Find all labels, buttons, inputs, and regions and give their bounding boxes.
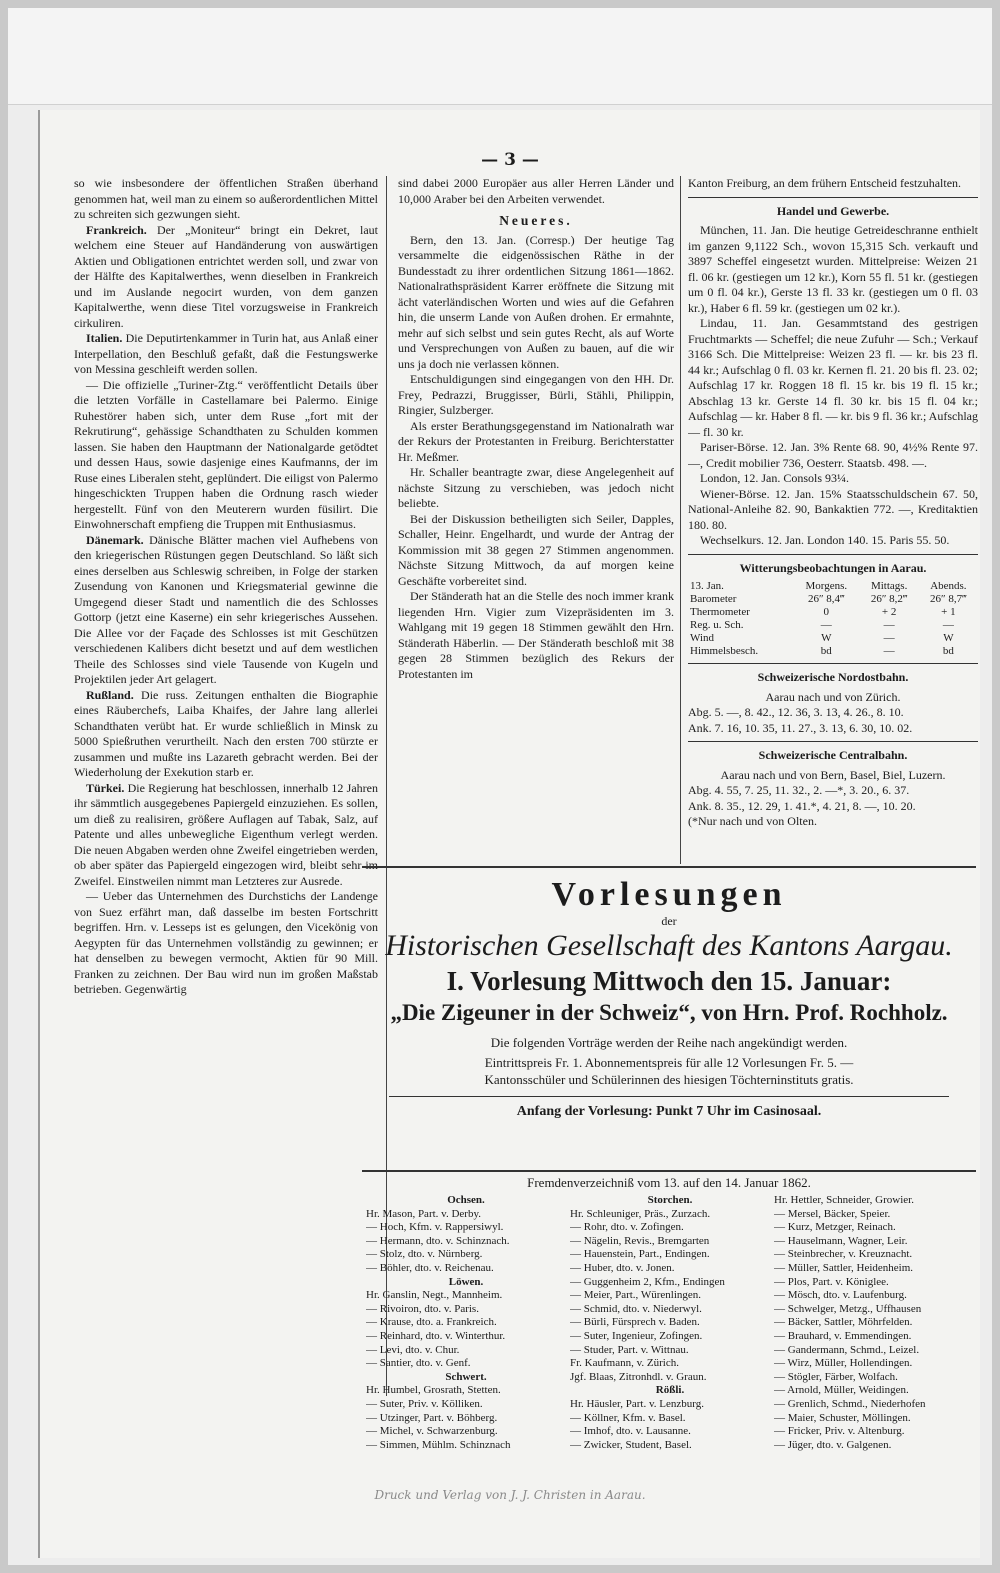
weather-header-cell: Abends. [930, 580, 967, 592]
article-paragraph: Bern, den 13. Jan. (Corresp.) Der heutige Tag versammelte die eidgenössischen Räthe in der Bundesstadt zu ihrer ordentlichen Sitzung 1861—1862. Nationalrathspräsident Karrer eröffnete die Sitzung mit ächt vaterländischen Worten und wies auf die Gefahren hin, die unserm Lande von Außen drohen. Er ermahnte, mehr auf sich selbst und sein gutes Recht, als auf Worte und Versprechungen von Außen zu bauen, auf die wir uns ja doch nie verlassen können. [398, 232, 674, 371]
section-heading-handel: Handel und Gewerbe. [776, 203, 890, 218]
guest-entry: Fr. Kaufmann, v. Zürich. [570, 1357, 679, 1370]
rail-times: (*Nur nach und von Olten. [688, 814, 817, 828]
weather-cell: — [883, 645, 895, 657]
weather-cell: + 1 [941, 606, 956, 618]
news-column-2 [398, 176, 674, 864]
weather-heading: Witterungsbeobachtungen in Aarau. [739, 560, 927, 575]
guest-entry: Hr. Häusler, Part. v. Lenzburg. [570, 1397, 704, 1410]
column-rule [680, 176, 681, 864]
rail-heading-nordostbahn: Schweizerische Nordostbahn. [757, 670, 909, 684]
weather-row [688, 632, 978, 645]
weather-cell: — [883, 619, 895, 631]
guest-entry: — Hoch, Kfm. v. Rappersiwyl. [366, 1221, 504, 1234]
rail-times: Ank. 8. 35., 12. 29, 1. 41.*, 4. 21, 8. —, 10. 20. [688, 798, 916, 813]
guest-column-3 [774, 1194, 974, 1452]
guest-entry: — Steinbrecher, v. Kreuznacht. [774, 1248, 913, 1261]
guest-entry: Hr. Mason, Part. v. Derby. [366, 1207, 481, 1220]
lecture-advertisement [362, 866, 976, 1168]
guest-entry: — Wirz, Müller, Hollendingen. [774, 1357, 913, 1370]
guest-entry: — Imhof, dto. v. Lausanne. [570, 1425, 691, 1438]
imprint: Druck und Verlag von J. J. Christen in Aarau. [374, 1488, 646, 1502]
guest-entry: — Hauselmann, Wagner, Leir. [774, 1234, 908, 1247]
article-text: — Die offizielle „Turiner-Ztg.“ veröffentlicht Details über die letzten Vorfälle in Castellamare bei Palermo. Einige Ruhestörer haben sich, unter dem Ruse „fort mit der Rekrutirung“, gehässige Schandthaten zu Schulden kommen lassen. Sie haben den Hauptmann der Nationalgarde getödtet und dessen Haus, sowie dasjenige eines Kaufmanns, der im Ruse eines Liberalen steht, geplündert. Die eiligst von Palermo hingeschickten Truppen haben die Ordnung rasch wieder hergestellt. Fünf von den Meuterern wurden füsilirt. Die Einwohnerschaft empfieng die Truppen mit Enthusiasmus. [74, 377, 378, 531]
guest-entry: — Jüger, dto. v. Galgenen. [774, 1438, 892, 1451]
market-report: Wechselkurs. 12. Jan. London 140. 15. Paris 55. 50. [700, 533, 950, 547]
article-paragraph: Bei der Diskussion betheiligten sich Seiler, Dapples, Schaller, Heinr. Engelhardt, und wurde der Antrag der Kommission mit 38 gegen 27 Stimmen angenommen. Nächste Sitzung Mittwoch, da auf morgen keine Geschäfte vorbereitet sind. [398, 511, 674, 588]
guest-entry: — Kurz, Metzger, Reinach. [774, 1221, 896, 1234]
weather-cell: bd [942, 645, 954, 657]
rail-times: Ank. 7. 16, 10. 35, 11. 27., 3. 13, 6. 30, 10. 02. [688, 720, 913, 735]
guest-entry: — Arnold, Müller, Weidingen. [774, 1384, 909, 1397]
divider [389, 1096, 949, 1097]
weather-cell: + 2 [881, 606, 897, 618]
guest-entry: — Stögler, Färber, Wolfach. [774, 1370, 898, 1383]
article-text: Dänische Blätter machen viel Aufhebens von den kriegerischen Rüstungen gegen Deutschland. So läßt sich eines derselben aus Schleswig schreiben, in Folge der starken Zusendung von Kanonen und Kriegsmaterial gewinne die Umgegend dieser Stadt und namentlich die des Schlosses Gottorp (jetzt eine Kaserne) ein sehr kriegerisches Aussehen. Die Allee vor der Façade des Schlosses ist mit Geschützen verschiedenen Kalibers dicht besetzt und auf dem westlichen Theile des Schlosses sind viele Tausende von Kugeln und Projektilen jeder Art gelagert. [74, 532, 378, 686]
weather-cell: — [883, 632, 895, 644]
column-intro: sind dabei 2000 Europäer aus aller Herren Länder und 10,000 Araber bei den Arbeiten verwendet. [398, 176, 674, 206]
guest-register-heading: Fremdenverzeichniß vom 13. auf den 14. Januar 1862. [362, 1170, 976, 1190]
weather-cell: bd [820, 645, 832, 657]
guest-entry: — Santier, dto. v. Genf. [366, 1357, 471, 1370]
page-sheet [38, 110, 980, 1558]
article-paragraph: Entschuldigungen sind eingegangen von den HH. Dr. Frey, Pedrazzi, Bruggisser, Bürli, Stähli, Philippin, Ringier, Sulzberger. [398, 372, 674, 417]
article-country: Frankreich. [86, 222, 147, 237]
guest-entry: — Nägelin, Revis., Bremgarten [570, 1234, 710, 1247]
guest-entry: Hr. Hettler, Schneider, Growier. [774, 1194, 914, 1206]
weather-cell: 0 [823, 606, 830, 618]
article-paragraph: Der Ständerath hat an die Stelle des noch immer krank liegenden Hrn. Vigier zum Vizepräsidenten im 3. Wahlgang mit 19 gegen 18 Stimmen gewählt den Hrn. Ständerath Häberlin. — Der Ständerath beschloß mit 38 gegen 28 Stimmen bezüglich des Rekurs der Protestanten im [398, 589, 674, 681]
guest-entry: Hr. Ganslin, Negt., Mannheim. [366, 1289, 503, 1302]
ad-lecture-date: I. Vorlesung Mittwoch den 15. Januar: [446, 966, 892, 996]
article-paragraph [74, 688, 378, 781]
article-paragraph [74, 331, 378, 378]
guest-entry: — Bürli, Fürsprech v. Baden. [570, 1316, 700, 1329]
guest-entry: — Köllner, Kfm. v. Basel. [570, 1411, 686, 1424]
article-paragraph: Als erster Berathungsgegenstand im Nationalrath war der Rekurs der Protestanten in Freiburg. Berichterstatter Hr. Meßmer. [398, 418, 674, 464]
article-text: so wie insbesondere der öffentlichen Straßen überhand genommen hat, weil man zu einem so außerordentlichen Mittel zu schreiten sich gezwungen sieht. [74, 176, 378, 221]
article-text: Die Deputirtenkammer in Turin hat, aus Anlaß einer Interpellation, den Beschluß gefaßt, daß die Festungswerke von Messina geschleift werden sollen. [74, 331, 378, 376]
guest-entry: — Fricker, Priv. v. Altenburg. [774, 1425, 905, 1438]
market-report: Lindau, 11. Jan. Gesammtstand des gestrigen Fruchtmarkts — Scheffel; die neue Zufuhr — Sch.; Verkauf 3166 Sch. Die Mittelpreise: Weizen 23 fl. — kr. bis 23 fl. 44 kr.; Aufschlag 0 fl. 03 kr. Kernen fl. 21. 20 bis fl. 23. 02; Aufschlag 17 kr. Roggen 18 fl. 15 kr. bis 19 fl. 15 kr.; Abschlag 13 kr. Gerste 14 fl. 30 kr. bis 15 fl. 04 kr.; Aufschlag — kr. Haber 8 fl. — kr. bis 9 fl. 36 kr.; Aufschlag — fl. 30 kr. [688, 316, 978, 439]
top-margin [8, 8, 992, 105]
rail-route: Aarau nach und von Bern, Basel, Biel, Luzern. [720, 767, 946, 782]
guest-entry: Hr. Humbel, Grosrath, Stetten. [366, 1384, 501, 1397]
guest-entry: — Hermann, dto. v. Schinznach. [366, 1234, 510, 1247]
guest-entry: — Suter, Ingenieur, Zofingen. [570, 1329, 703, 1342]
guest-entry: — Reinhard, dto. v. Winterthur. [366, 1329, 506, 1342]
weather-row [688, 645, 978, 658]
market-report: München, 11. Jan. Die heutige Getreideschranne enthielt im ganzen 9,1122 Sch., wovon 15,315 Sch. verkauft und 3897 Scheffel eingesetzt wurden. Mittelpreise: Weizen 21 fl. 06 kr. (gestiegen um 12 kr.), Korn 55 fl. 51 kr. (gestiegen um 0 fl. 04 kr.), Gerste 13 fl. 33 kr. (gestiegen um 0 fl. 03 kr.), Haber 6 fl. 59 kr. (gestiegen um 02 kr.). [688, 223, 978, 315]
ad-price: Eintrittspreis Fr. 1. Abonnementspreis für alle 12 Vorlesungen Fr. 5. — [484, 1055, 854, 1070]
article-body [398, 233, 674, 683]
article-country: Dänemark. [86, 532, 144, 547]
article-country: Türkei. [86, 780, 125, 795]
weather-header-cell: Morgens. [805, 580, 848, 592]
weather-cell: Wind [690, 632, 714, 644]
hotel-name: Schwert. [445, 1370, 487, 1383]
hotel-name: Ochsen. [447, 1194, 485, 1206]
market-reports [688, 223, 978, 549]
ad-der: der [661, 914, 677, 928]
guest-entry: — Böhler, dto. v. Reichenau. [366, 1261, 494, 1274]
article-paragraph [74, 781, 378, 890]
guest-entry: — Guggenheim 2, Kfm., Endingen [570, 1275, 725, 1288]
article-paragraph [74, 378, 378, 533]
page-number: — 3 — [481, 150, 539, 170]
article-text: — Ueber das Unternehmen des Durchstichs der Landenge von Suez erfährt man, daß dasselbe im besten Fortschritt begriffen. Hrn. v. Lesseps ist es gelungen, den Vicekönig von Aegypten für das Unternehmen vollständig zu gewinnen; er hat denselben zu bewegen vermocht, Aktien für 90 Mill. Franken zu zeichnen. Der Bau wird nun im großen Maßstab betrieben. Gegenwärtig [74, 889, 378, 996]
article-text: Die Regierung hat beschlossen, innerhalb 12 Jahren ihr sämmtlich ausgegebenes Papiergeld einzuziehen. Es sollen, um dieß zu realisiren, größere Auflagen auf Tabak, Salz, auf Patente und alles unbewegliche Eigenthum verlegt werden. Die neuen Abgaben werden ohne Zweifel eingetrieben werden, ob aber später das Papiergeld eingezogen wird, bleibt sehr im Zweifel. Einstweilen nimmt man Letzteres zur Ausrede. [74, 780, 378, 888]
article-paragraph [74, 889, 378, 998]
article-text: Die russ. Zeitungen enthalten die Biographie eines Räuberchefs, Laiba Khaifes, der Jahre lang allerlei Schandthaten verübt hat. Er wurde schließlich in Minsk zu 5000 Spießruthen verurtheilt. Nach den ersten 700 stürzte er zusammen und mußte ins Lazareth gebracht werden. Bei der Wiederholung der Exekution starb er. [74, 687, 378, 779]
market-report: London, 12. Jan. Consols 93¼. [700, 471, 850, 485]
guest-entry: — Rivoiron, dto. v. Paris. [366, 1302, 479, 1315]
rail-route: Aarau nach und von Zürich. [765, 689, 901, 704]
news-column-3 [688, 176, 978, 864]
article-text: Der „Moniteur“ bringt ein Dekret, laut welchem eine Steuer auf Handänderung von auswärtigen Aktien und Obligationen entrichtet werden soll, und zwar von der Hälfte des Kapitalwerthes, wenn dieselben in Frankreich und im Auslande negocirt wurden, von dem ganzen Kapitalwerthe, wenn diese Titel vorzugsweise in Frankreich cirkuliren. [74, 222, 378, 330]
guest-entry: — Gandermann, Schmd., Leizel. [774, 1343, 920, 1356]
guest-entry: — Krause, dto. a. Frankreich. [366, 1316, 497, 1329]
hotel-name: Rößli. [655, 1384, 685, 1397]
ad-title: Vorlesungen [551, 876, 787, 913]
guest-entry: — Stolz, dto. v. Nürnberg. [366, 1248, 483, 1261]
weather-cell: 26″ 8,2‴ [870, 593, 908, 605]
weather-cell: W [943, 632, 954, 644]
weather-row [688, 606, 978, 619]
weather-row [688, 619, 978, 632]
guest-entry: — Rohr, dto. v. Zofingen. [570, 1221, 684, 1234]
guest-entry: — Brauhard, v. Emmendingen. [774, 1329, 912, 1342]
guest-entry: Hr. Schleuniger, Präs., Zurzach. [570, 1207, 711, 1220]
hotel-name: Storchen. [647, 1194, 693, 1206]
market-report: Pariser-Börse. 12. Jan. 3% Rente 68. 90, 4½% Rente 97. —, Credit mobilier 736, Oesterr. Staatsb. 498. —. [688, 440, 978, 470]
guest-entry: — Maier, Schuster, Möllingen. [774, 1411, 911, 1424]
guest-entry: — Mersel, Bäcker, Speier. [774, 1207, 891, 1220]
ad-topic: „Die Zigeuner in der Schweiz“, von Hrn. Prof. Rochholz. [390, 1000, 948, 1025]
ad-society: Historischen Gesellschaft des Kantons Aargau. [385, 929, 953, 962]
divider [688, 741, 978, 742]
guest-entry: — Michel, v. Schwarzenburg. [366, 1425, 498, 1438]
divider [688, 554, 978, 555]
guest-column-2 [570, 1194, 770, 1452]
weather-header-cell: Mittags. [870, 580, 908, 592]
hotel-name: Löwen. [448, 1275, 484, 1288]
weather-header-row [688, 580, 978, 593]
weather-row [688, 593, 978, 606]
weather-table [688, 580, 978, 658]
article-paragraph [74, 223, 378, 332]
guest-entry: — Suter, Priv. v. Kölliken. [366, 1397, 483, 1410]
guest-entry: Jgf. Blaas, Zitronhdl. v. Graun. [570, 1370, 707, 1383]
weather-header-cell: 13. Jan. [690, 580, 724, 592]
article-paragraph [74, 533, 378, 688]
guest-entry: — Utzinger, Part. v. Böhberg. [366, 1411, 498, 1424]
weather-cell: Barometer [690, 593, 737, 605]
weather-cell: — [942, 619, 954, 631]
article-paragraph [74, 176, 378, 223]
guest-entry: — Bäcker, Sattler, Möhrfelden. [774, 1316, 913, 1329]
weather-cell: Himmelsbesch. [690, 645, 759, 657]
rail-schedule-centralbahn [688, 783, 978, 830]
guest-entry: — Hauenstein, Part., Endingen. [570, 1248, 710, 1261]
article-country: Rußland. [86, 687, 134, 702]
news-column-1 [74, 176, 378, 1396]
section-heading-neueres: Neueres. [499, 213, 573, 228]
guest-entry: — Schwelger, Metzg., Uffhausen [774, 1302, 922, 1315]
guest-entry: — Huber, dto. v. Jonen. [570, 1261, 675, 1274]
newspaper-page [8, 8, 992, 1565]
rail-schedule-nordostbahn [688, 705, 978, 736]
weather-cell: 26″ 8,4‴ [807, 593, 845, 605]
weather-cell: 26″ 8,7‴ [930, 593, 967, 605]
market-report: Wiener-Börse. 12. Jan. 15% Staatsschuldschein 67. 50, National-Anleihe 82. 90, Bankaktien 772. —, Kreditaktien 180. 80. [688, 486, 978, 532]
rail-times: Abg. 5. —, 8. 42., 12. 36, 3. 13, 4. 26., 8. 10. [688, 705, 904, 719]
weather-cell: Reg. u. Sch. [690, 619, 744, 631]
rail-heading-centralbahn: Schweizerische Centralbahn. [758, 748, 908, 762]
ad-students: Kantonsschüler und Schülerinnen des hiesigen Töchterninstituts gratis. [484, 1072, 854, 1087]
ad-note: Die folgenden Vorträge werden der Reihe nach angekündigt werden. [490, 1035, 848, 1050]
weather-cell: — [820, 619, 832, 631]
guest-entry: — Meier, Part., Würenlingen. [570, 1289, 702, 1302]
guest-entry: — Schmid, dto. v. Niederwyl. [570, 1302, 702, 1315]
article-country: Italien. [86, 331, 123, 345]
guest-entry: — Grenlich, Schmd., Niederhofen [774, 1397, 926, 1410]
divider [688, 197, 978, 198]
ad-start-time: Anfang der Vorlesung: Punkt 7 Uhr im Casinosaal. [516, 1104, 822, 1119]
guest-entry: — Plos, Part. v. Königlee. [774, 1275, 889, 1288]
weather-cell: Thermometer [690, 606, 750, 618]
guest-register [362, 1170, 976, 1470]
weather-cell: W [821, 632, 832, 644]
article-paragraph: Hr. Schaller beantragte zwar, diese Angelegenheit auf nächste Sitzung zu verschieben, was jedoch nicht beliebte. [398, 465, 674, 510]
divider [688, 663, 978, 664]
guest-entry: — Studer, Part. v. Wittnau. [570, 1343, 689, 1356]
guest-entry: — Levi, dto. v. Chur. [366, 1343, 460, 1356]
guest-column-1 [366, 1194, 566, 1452]
rail-times: Abg. 4. 55, 7. 25, 11. 32., 2. —*, 3. 20., 6. 37. [688, 783, 910, 797]
guest-entry: — Mösch, dto. v. Laufenburg. [774, 1289, 907, 1302]
guest-entry: — Simmen, Mühlm. Schinznach [366, 1438, 511, 1451]
guest-entry: — Zwicker, Student, Basel. [570, 1438, 692, 1451]
column-intro: Kanton Freiburg, an dem frühern Entscheid festzuhalten. [688, 176, 962, 190]
guest-entry: — Müller, Sattler, Heidenheim. [774, 1261, 914, 1274]
